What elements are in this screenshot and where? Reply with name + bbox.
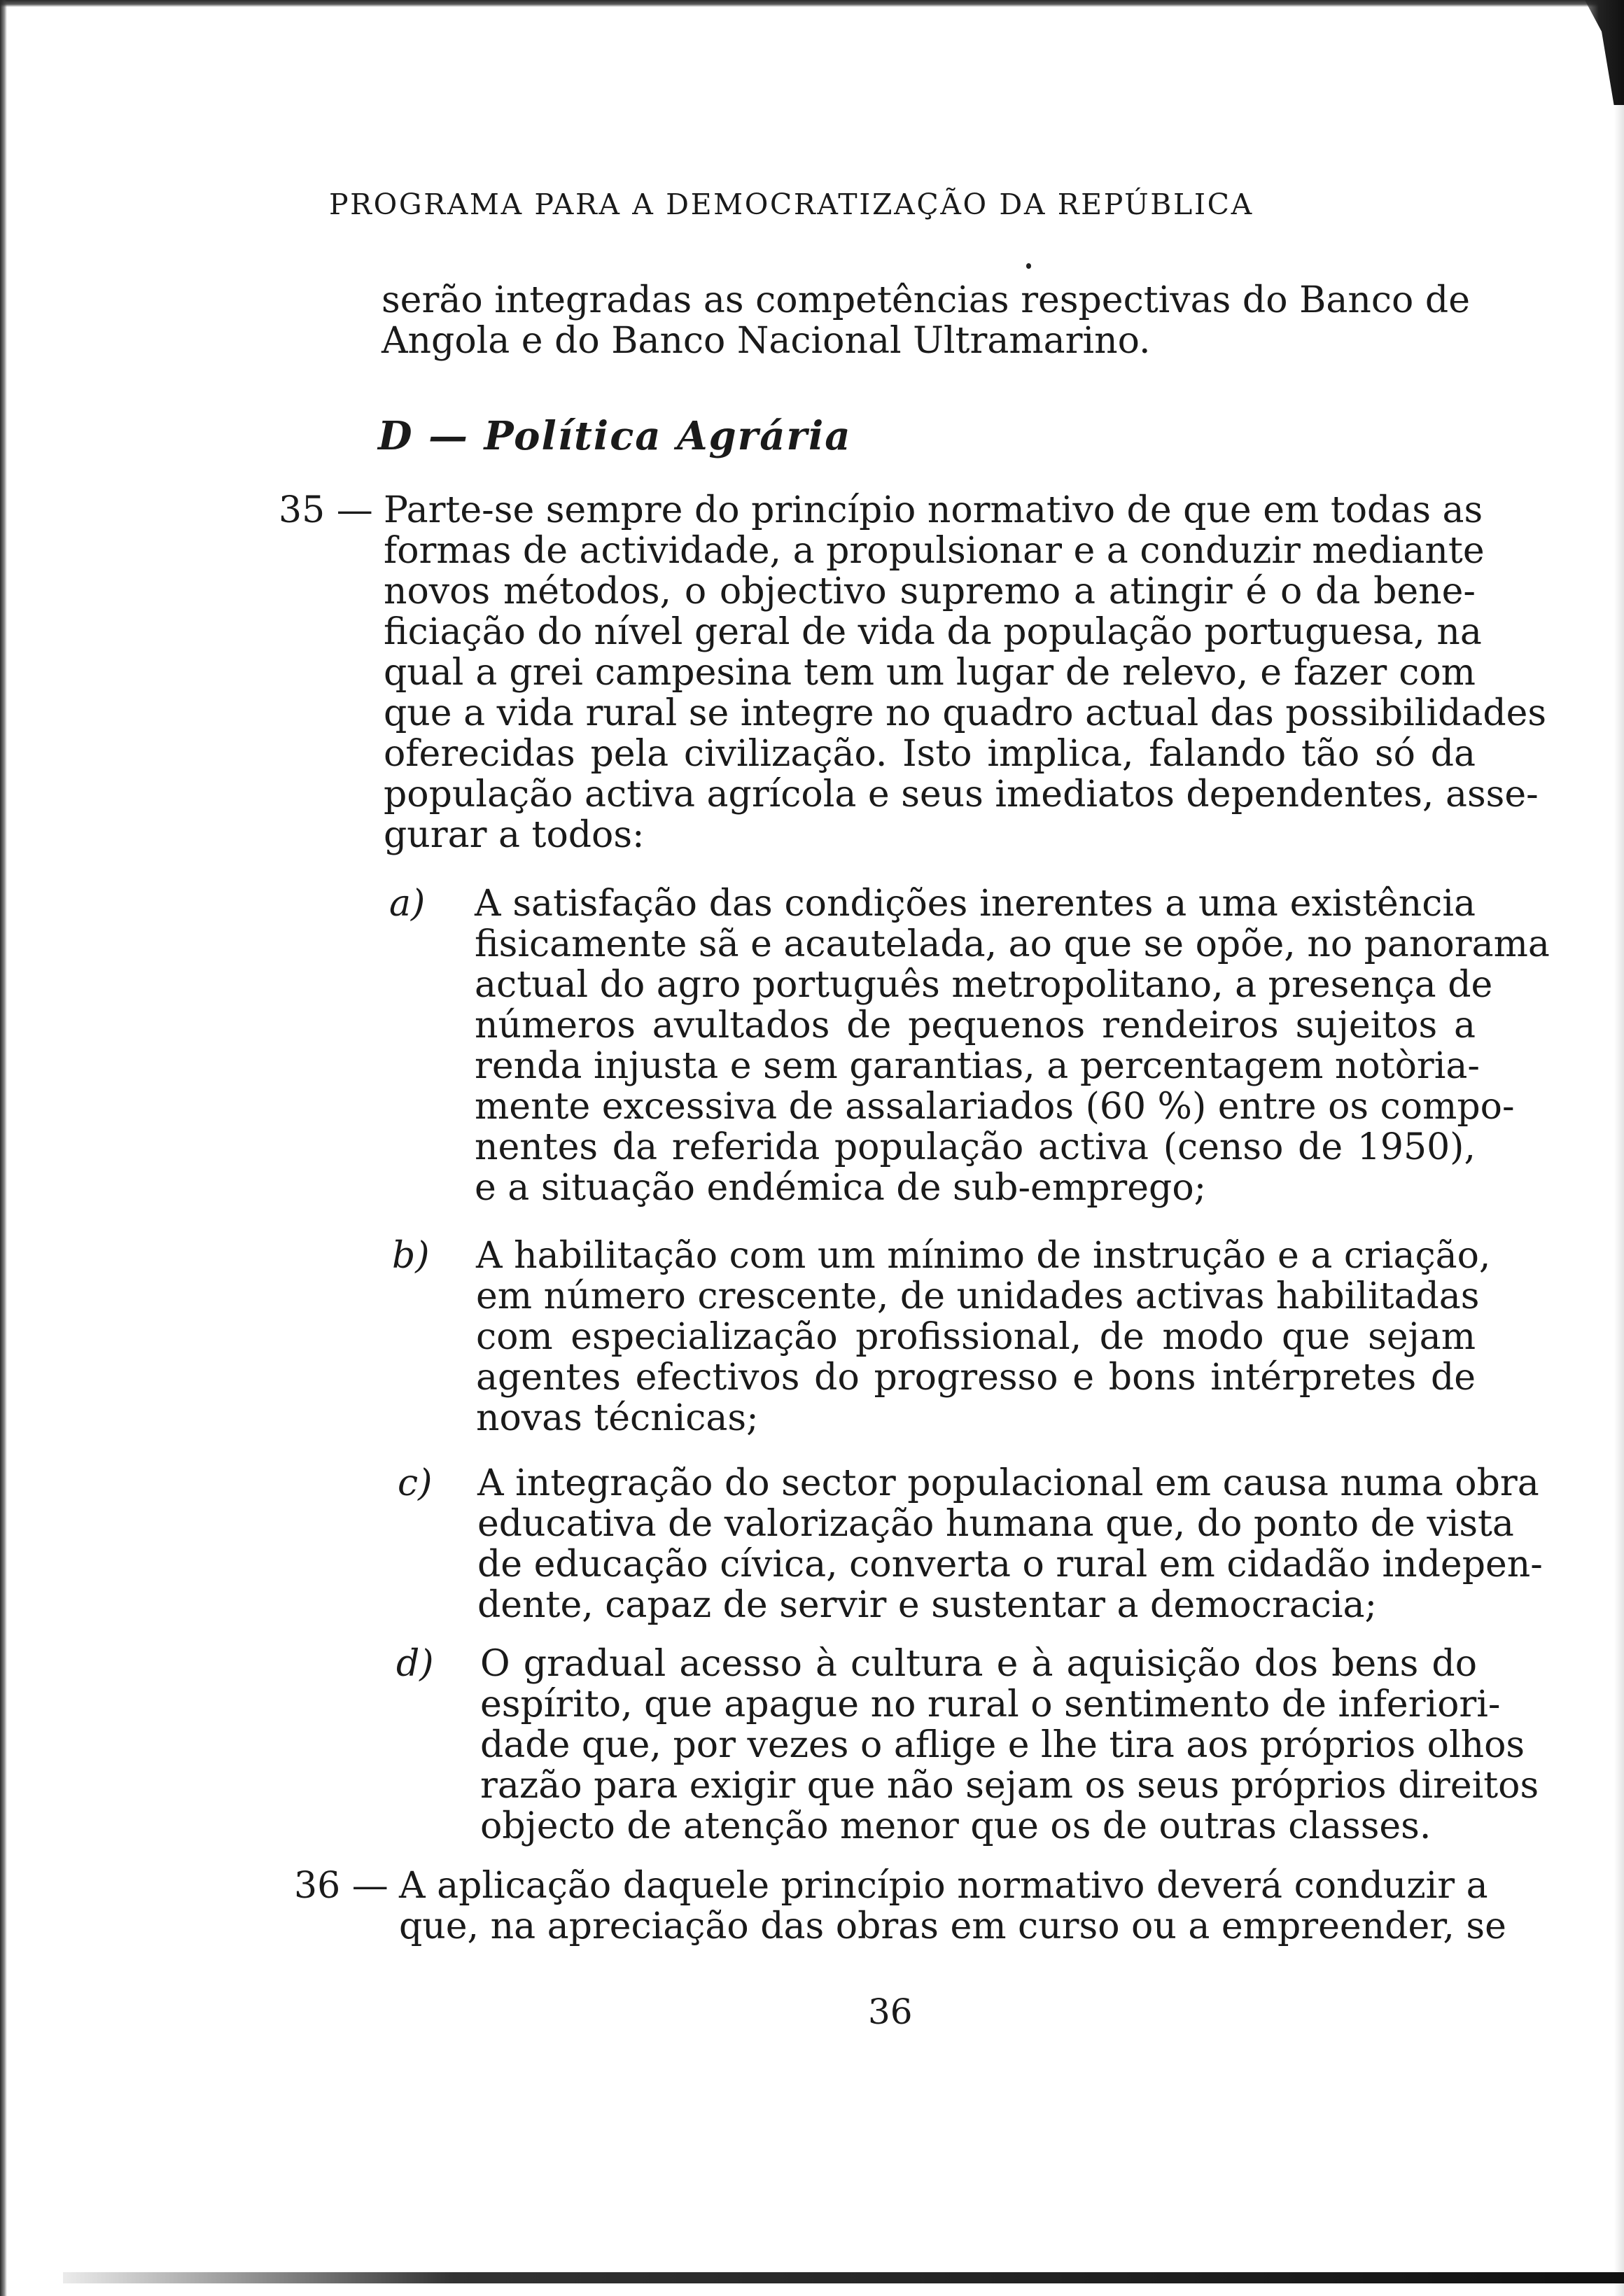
paragraph-line: formas de actividade, a propulsionar e a conduzir mediante xyxy=(384,530,1485,572)
item-line: agentes efectivos do progresso e bons intérpretes de xyxy=(476,1357,1476,1399)
item-letter-c: c) xyxy=(398,1462,433,1504)
item-d-text xyxy=(480,1643,1539,1847)
item-line: mente excessiva de assalariados (60 %) entre os compo- xyxy=(475,1086,1515,1128)
paragraph-line: população activa agrícola e seus imediatos dependentes, asse- xyxy=(384,774,1539,816)
item-c-text xyxy=(477,1462,1543,1626)
item-line: fisicamente sã e acautelada, ao que se opõe, no panorama xyxy=(475,923,1550,965)
item-line: com especialização profissional, de modo que sejam xyxy=(476,1316,1476,1358)
item-a-text xyxy=(475,883,1550,1209)
intro-line: serão integradas as competências respectivas do Banco de xyxy=(382,279,1470,321)
item-line: A integração do sector populacional em causa numa obra xyxy=(477,1462,1539,1504)
item-line: e a situação endémica de sub-emprego; xyxy=(475,1167,1207,1209)
paragraph-35 xyxy=(384,489,1547,856)
item-line: O gradual acesso à cultura e à aquisição dos bens do xyxy=(480,1643,1477,1685)
item-line: em número crescente, de unidades activas habilitadas xyxy=(476,1275,1480,1317)
page-number: 36 xyxy=(868,1991,913,2032)
paragraph-number: 36 — xyxy=(294,1865,388,1907)
item-b-text xyxy=(476,1235,1491,1439)
item-letter-a: a) xyxy=(389,883,426,925)
paragraph-line: gurar a todos: xyxy=(384,814,645,856)
item-line: actual do agro português metropolitano, a presença de xyxy=(475,964,1493,1006)
item-line: dade que, por vezes o aflige e lhe tira aos próprios olhos xyxy=(480,1724,1525,1766)
paragraph-line: Parte-se sempre do princípio normativo de que em todas as xyxy=(384,489,1483,531)
paragraph-line: que, na apreciação das obras em curso ou a empreender, se xyxy=(399,1905,1506,1947)
item-line: educativa de valorização humana que, do ponto de vista xyxy=(477,1503,1514,1545)
item-line: razão para exigir que não sejam os seus próprios direitos xyxy=(480,1765,1539,1807)
paragraph-line: oferecidas pela civilização. Isto implica, falando tão só da xyxy=(384,733,1476,775)
paragraph-line: ficiação do nível geral de vida da população portuguesa, na xyxy=(384,611,1482,653)
scan-edge-top xyxy=(0,0,1624,7)
item-line: A satisfação das condições inerentes a uma existência xyxy=(475,883,1476,925)
paragraph-number: 35 — xyxy=(279,489,373,531)
item-letter-b: b) xyxy=(392,1235,430,1277)
item-line: nentes da referida população activa (censo de 1950), xyxy=(475,1126,1476,1168)
item-line: de educação cívica, converta o rural em cidadão indepen- xyxy=(477,1544,1543,1586)
scan-edge-left xyxy=(0,0,7,2296)
item-line: renda injusta e sem garantias, a percentagem notòria- xyxy=(475,1045,1480,1087)
scan-edge-bottom xyxy=(63,2272,1624,2283)
paragraph-36 xyxy=(399,1865,1506,1947)
item-letter-d: d) xyxy=(396,1643,434,1685)
scan-corner-shadow xyxy=(1568,0,1624,105)
paragraph-line: que a vida rural se integre no quadro actual das possibilidades xyxy=(384,692,1547,734)
item-line: dente, capaz de servir e sustentar a democracia; xyxy=(477,1584,1377,1626)
intro-paragraph xyxy=(382,280,1470,361)
item-line: números avultados de pequenos rendeiros sujeitos a xyxy=(475,1004,1476,1046)
print-speck xyxy=(1026,263,1031,269)
item-line: objecto de atenção menor que os de outras classes. xyxy=(480,1805,1432,1847)
scan-edge-right xyxy=(1614,0,1624,2296)
paragraph-line: novos métodos, o objectivo supremo a atingir é o da bene- xyxy=(384,570,1476,612)
running-head: PROGRAMA PARA A DEMOCRATIZAÇÃO DA REPÚBLICA xyxy=(329,188,1254,221)
paragraph-line: A aplicação daquele princípio normativo deverá conduzir a xyxy=(399,1865,1488,1907)
paragraph-line: qual a grei campesina tem um lugar de relevo, e fazer com xyxy=(384,652,1476,694)
section-heading: D — Política Agrária xyxy=(378,413,852,459)
item-line: novas técnicas; xyxy=(476,1397,759,1439)
item-line: A habilitação com um mínimo de instrução e a criação, xyxy=(476,1235,1491,1277)
item-line: espírito, que apague no rural o sentimento de inferiori- xyxy=(480,1684,1501,1726)
intro-line: Angola e do Banco Nacional Ultramarino. xyxy=(382,320,1151,362)
